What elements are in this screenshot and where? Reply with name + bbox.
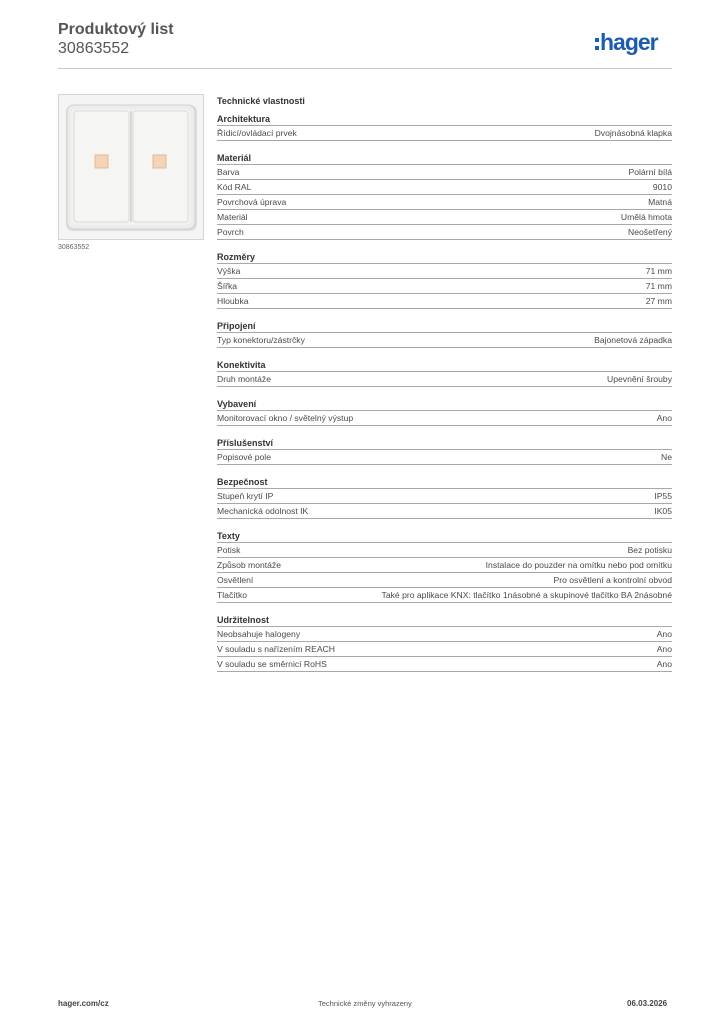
technical-properties [217,95,672,672]
property-value: 27 mm [645,296,672,306]
page-title: Produktový list [58,21,174,38]
property-row [217,165,672,180]
header-divider [58,68,672,69]
property-value: IP55 [654,491,672,501]
property-value: Ano [656,644,672,654]
property-row [217,657,672,672]
property-value: Bez potisku [627,545,672,555]
section-heading: Bezpečnost [217,476,672,489]
section-heading: Vybavení [217,398,672,411]
property-sections [217,113,672,672]
indicator-right [153,155,166,168]
property-label: Mechanická odolnost IK [217,506,309,516]
property-row [217,450,672,465]
property-value: Dvojnásobná klapka [594,128,672,138]
property-label: Typ konektoru/zástrčky [217,335,305,345]
logo-wordmark: hager [600,29,658,55]
property-value: 71 mm [645,266,672,276]
property-value: Bajonetová západka [594,335,672,345]
property-row [217,573,672,588]
property-row [217,558,672,573]
property-label: V souladu se směrnicí RoHS [217,659,327,669]
property-value: Ano [656,629,672,639]
property-value: Ano [656,413,672,423]
properties-title: Technické vlastnosti [217,96,305,106]
product-image [58,94,204,240]
section-gap [217,426,672,437]
property-value: Ne [661,452,672,462]
property-label: Řídicí/ovládací prvek [217,128,297,138]
property-value: Upevnění šrouby [607,374,672,384]
property-value: Neošetřený [628,227,672,237]
section-gap [217,141,672,152]
section-gap [217,348,672,359]
property-label: V souladu s nařízením REACH [217,644,335,654]
footer-website[interactable]: hager.com/cz [58,999,109,1008]
property-value: Také pro aplikace KNX: tlačítko 1násobné a skupinové tlačítko BA 2násobné [381,590,672,600]
property-row [217,195,672,210]
property-row [217,294,672,309]
property-row [217,279,672,294]
logo-dot-top [595,38,599,42]
property-value: Pro osvětlení a kontrolní obvod [553,575,672,585]
property-label: Povrch [217,227,244,237]
double-rocker-switch-image [59,95,203,239]
section-heading: Rozměry [217,251,672,264]
property-label: Způsob montáže [217,560,282,570]
property-label: Barva [217,167,240,177]
property-label: Kód RAL [217,182,252,192]
property-row [217,333,672,348]
property-row [217,489,672,504]
property-value: Polární bílá [628,167,672,177]
property-row [217,210,672,225]
section-gap [217,240,672,251]
property-value: Instalace do pouzder na omítku nebo pod omítku [485,560,672,570]
product-number: 30863552 [58,40,130,57]
property-row [217,372,672,387]
property-row [217,180,672,195]
property-label: Povrchová úprava [217,197,287,207]
footer-date: 06.03.2026 [627,999,668,1008]
property-label: Šířka [217,281,238,291]
property-row [217,504,672,519]
indicator-left [95,155,108,168]
property-label: Materiál [217,212,248,222]
property-row [217,543,672,558]
section-gap [217,309,672,320]
section-heading: Příslušenství [217,437,672,450]
property-value: 9010 [652,182,672,192]
property-label: Výška [217,266,241,276]
property-row [217,126,672,141]
logo-dot-bottom [595,46,599,50]
footer-notice: Technické změny vyhrazeny [318,999,412,1008]
property-label: Druh montáže [217,374,271,384]
property-row [217,225,672,240]
property-label: Tlačítko [217,590,248,600]
property-value: Matná [648,197,672,207]
image-caption: 30863552 [58,244,90,251]
property-value: Umělá hmota [620,212,672,222]
property-value: Ano [656,659,672,669]
section-heading: Materiál [217,152,672,165]
section-gap [217,465,672,476]
section-heading: Architektura [217,113,672,126]
property-row [217,264,672,279]
property-value: IK05 [654,506,672,516]
property-row [217,411,672,426]
section-heading: Texty [217,530,672,543]
property-label: Neobsahuje halogeny [217,629,301,639]
section-gap [217,603,672,614]
property-label: Stupeň krytí IP [217,491,274,501]
section-gap [217,519,672,530]
property-label: Potisk [217,545,241,555]
property-label: Popisové pole [217,452,271,462]
section-gap [217,387,672,398]
property-label: Hloubka [217,296,249,306]
property-row [217,588,672,603]
property-value: 71 mm [645,281,672,291]
property-row [217,627,672,642]
section-heading: Připojení [217,320,672,333]
property-row [217,642,672,657]
property-label: Osvětlení [217,575,254,585]
section-heading: Udržitelnost [217,614,672,627]
property-label: Monitorovací okno / světelný výstup [217,413,354,423]
hager-logo [595,27,675,57]
section-heading: Konektivita [217,359,672,372]
